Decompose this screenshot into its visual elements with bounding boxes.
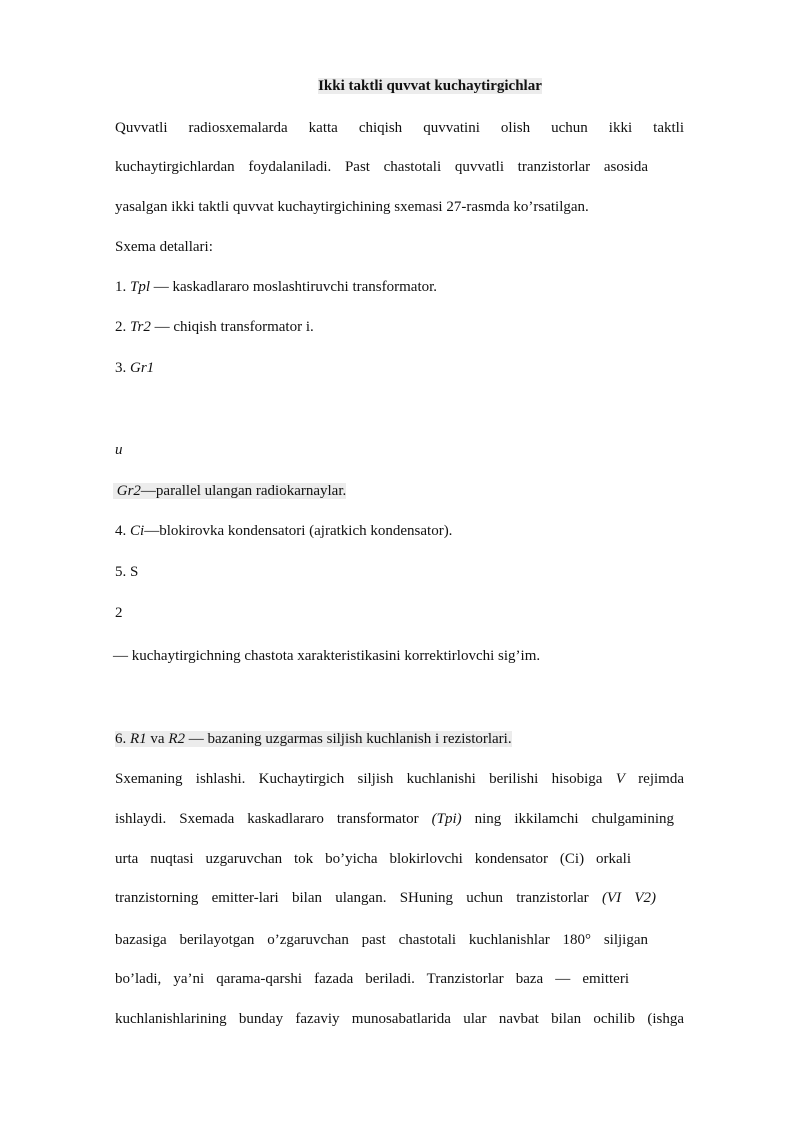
list-item-1 <box>115 277 437 297</box>
body-symbol: V <box>615 771 625 787</box>
list-item-5 <box>115 562 138 582</box>
list-item-6 <box>115 729 512 749</box>
highlighted-text <box>115 731 512 747</box>
body-text: ning ikkilamchi chulgamining <box>461 811 674 827</box>
item-symbol: R2 <box>168 731 186 747</box>
list-item-3-connector <box>115 440 123 460</box>
highlighted-text <box>113 483 346 499</box>
intro-line-3: yasalgan ikki taktli quvvat kuchaytirgichining sxemasi 27-rasmda ko’rsatilgan. <box>115 199 589 215</box>
connector-text: u <box>115 442 123 458</box>
item-symbol: Tr2 <box>130 319 151 335</box>
document-title: Ikki taktli quvvat kuchaytirgichlar <box>318 78 542 94</box>
body-text: rejimda <box>624 771 684 787</box>
item-number: 3. <box>115 360 130 376</box>
item-number: 1. <box>115 279 130 295</box>
body-line-5: bazasiga berilayotgan o’zgaruvchan past chastotali kuchlanishlar 180° siljigan <box>115 932 648 948</box>
intro-line-1: Quvvatli radiosxemalarda katta chiqish quvvatini olish uchun ikki taktli <box>115 120 684 136</box>
body-line-1 <box>115 769 684 789</box>
body-line-4 <box>115 888 656 908</box>
item-connector: va <box>146 731 169 747</box>
item-text: — bazaning uzgarmas siljish kuchlanish i rezistorlari. <box>185 731 512 747</box>
list-item-5-subscript: 2 <box>115 605 123 621</box>
body-line-6: bo’ladi, ya’ni qarama-qarshi fazada beriladi. Tranzistorlar baza — emitteri <box>115 971 629 987</box>
body-line-3: urta nuqtasi uzgaruvchan tok bo’yicha blokirlovchi kondensator (Ci) orkali <box>115 851 631 867</box>
body-line-7: kuchlanishlarining bunday fazaviy munosabatlarida ular navbat bilan ochilib (ishga <box>115 1011 684 1027</box>
body-text: tranzistorning emitter-lari bilan ulangan. SHuning uchun tranzistorlar <box>115 890 602 906</box>
body-text: ishlaydi. Sxemada kaskadlararo transformator <box>115 811 432 827</box>
item-symbol: R1 <box>130 731 147 747</box>
body-symbol: (Tpi) <box>431 811 462 827</box>
item-symbol: Gr1 <box>130 360 155 376</box>
list-item-3-continued <box>113 481 346 501</box>
item-number: 4. <box>115 523 130 539</box>
list-item-5-continued: — kuchaytirgichning chastota xarakteristikasini korrektirlovchi sig’im. <box>113 648 541 664</box>
list-item-2 <box>115 317 314 337</box>
item-text: —blokirovka kondensatori (ajratkich kondensator). <box>144 523 453 539</box>
item-number: 5. S <box>115 564 139 580</box>
item-number: 2. <box>115 319 130 335</box>
item-symbol: Gr2 <box>116 483 141 499</box>
item-symbol: Ci <box>130 523 145 539</box>
item-symbol: Tpl <box>130 279 151 295</box>
item-text: — chiqish transformator i. <box>150 319 314 335</box>
item-number: 6. <box>115 731 130 747</box>
item-text: — kaskadlararo moslashtiruvchi transformator. <box>150 279 438 295</box>
intro-line-2: kuchaytirgichlardan foydalaniladi. Past chastotali quvvatli tranzistorlar asosida <box>115 159 648 175</box>
body-line-2 <box>115 809 674 829</box>
details-heading: Sxema detallari: <box>115 239 213 255</box>
body-text: Sxemaning ishlashi. Kuchaytirgich siljish kuchlanishi berilishi hisobiga <box>115 771 616 787</box>
body-symbol: (VI V2) <box>601 890 656 906</box>
list-item-4 <box>115 521 452 541</box>
item-text: —parallel ulangan radiokarnaylar. <box>140 483 347 499</box>
list-item-3 <box>115 358 154 378</box>
